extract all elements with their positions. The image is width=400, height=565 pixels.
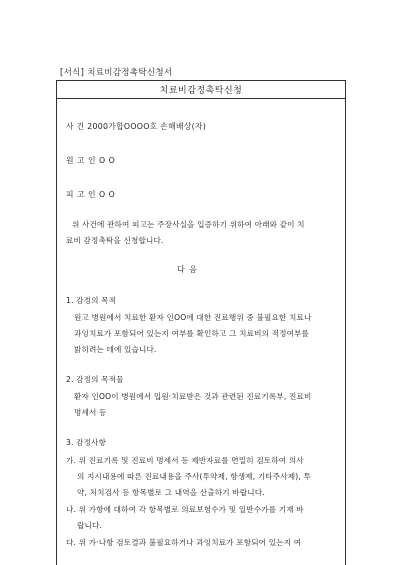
section-line: 환자 인OO이 병원에서 입원·치료받은 것과 관련된 진료기록부, 진료비 [74, 392, 312, 401]
form-label: [서식] 치료비감정촉탁신청서 [60, 68, 173, 78]
section-line: 명세서 등 [74, 408, 107, 417]
case-number-line: 사 건 2000가합OOOO호 손해배상(자) [66, 122, 207, 131]
notice-heading: 다 음 [177, 265, 198, 274]
section-line: 나. 위 가항에 대하여 각 항목별로 의료보험수가 및 일반수가를 기재 바 [66, 505, 304, 514]
document-frame [56, 80, 346, 565]
section-line: 의 지시내용에 따른 진료내용을 주사(투약제, 항생제, 기타주사제), 투 [77, 472, 311, 481]
intro-line: 료비 감정촉탁을 신청합니다. [66, 236, 164, 245]
document-title: 치료비감정촉탁신청 [57, 81, 345, 99]
plaintiff-line: 원 고 인 O O [66, 156, 116, 165]
section-line: 과잉치료가 포함되어 있는지 여부를 확인하고 그 치료비의 적정여부를 [74, 329, 310, 338]
defendant-line: 피 고 인 O O [66, 190, 116, 199]
section-line: 랍니다. [77, 521, 103, 530]
section-line: 원고 병원에서 치료한 환자 인OO에 대한 진료행위 중 불필요한 치료나 [74, 313, 312, 322]
section-title: 3. 감정사항 [66, 438, 107, 447]
section-title: 1. 감정의 목적 [66, 296, 117, 305]
section-line: 다. 위 가·나항 검토결과 불필요하거나 과잉치료가 포함되어 있는지 여 [66, 538, 302, 547]
section-title: 2. 감정의 목적물 [66, 375, 124, 384]
intro-line: 위 사건에 관하여 피고는 주장사실을 입증하기 위하여 아래와 같이 치 [72, 220, 305, 229]
section-line: 가. 위 진료기록 및 진료비 명세서 등 제반자료를 면밀히 검토하여 의사 [66, 456, 304, 465]
section-line: 약, 처치검사 등 항목별로 그 내역을 산출하기 바랍니다. [77, 488, 265, 497]
section-line: 밝히려는 데에 있습니다. [74, 345, 157, 354]
